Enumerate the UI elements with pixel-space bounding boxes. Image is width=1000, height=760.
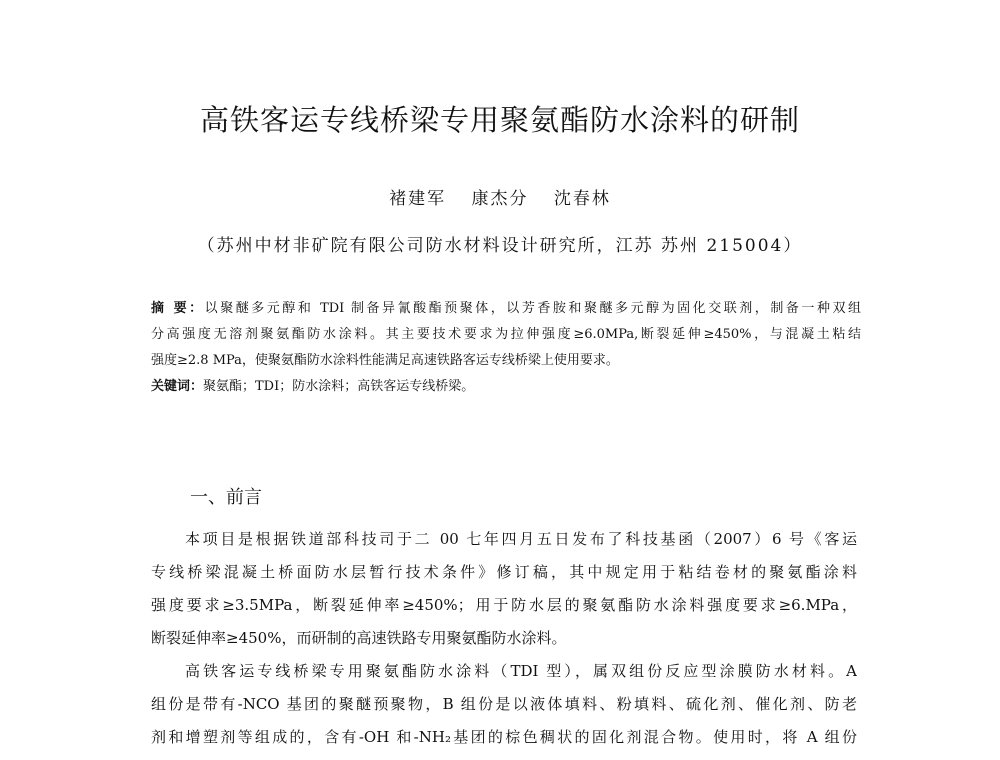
author-name: 褚建军 bbox=[389, 189, 447, 209]
affiliation: （苏州中材非矿院有限公司防水材料设计研究所，江苏 苏州 215004） bbox=[197, 236, 803, 256]
abstract-text: 以聚醚多元醇和 TDI 制备异氰酸酯预聚体，以芳香胺和聚醚多元醇为固化交联剂，制备一种双组 bbox=[204, 301, 861, 316]
keywords-text: 聚氨酯；TDI；防水涂料；高铁客运专线桥梁。 bbox=[203, 379, 475, 394]
keywords-line bbox=[151, 374, 861, 400]
abstract-label: 摘 要： bbox=[151, 301, 205, 316]
body-line: 剂和增塑剂等组成的，含有-OH 和-NH₂基团的棕色稠状的固化剂混合物。使用时，将 A 组份 bbox=[151, 728, 857, 746]
body-line: 组份是带有-NCO 基团的聚醚预聚物，B 组份是以液体填料、粉填料、硫化剂、催化剂、防老 bbox=[151, 695, 857, 713]
body-line: 高铁客运专线桥梁专用聚氨酯防水涂料（TDI 型），属双组份反应型涂膜防水材料。A bbox=[185, 662, 857, 680]
author-list bbox=[0, 184, 1000, 209]
body-line: 断裂延伸率≥450%，而研制的高速铁路专用聚氨酯防水涂料。 bbox=[151, 629, 567, 647]
author-name: 康杰分 bbox=[471, 189, 529, 209]
section-heading: 一、前言 bbox=[190, 487, 262, 508]
abstract-line bbox=[151, 296, 861, 322]
abstract-line: 分高强度无溶剂聚氨酯防水涂料。其主要技术要求为拉伸强度≥6.0MPa,断裂延伸≥450%，与混凝土粘结 bbox=[151, 327, 861, 342]
paper-title: 高铁客运专线桥梁专用聚氨酯防水涂料的研制 bbox=[199, 103, 800, 137]
body-line: 专线桥梁混凝土桥面防水层暂行技术条件》修订稿，其中规定用于粘结卷材的聚氨酯涂料 bbox=[151, 563, 857, 581]
keywords-label: 关键词： bbox=[151, 379, 204, 394]
body-line: 本项目是根据铁道部科技司于二 00 七年四月五日发布了科技基函（2007）6 号《客运 bbox=[185, 530, 857, 548]
abstract-block bbox=[151, 296, 861, 400]
author-name: 沈春林 bbox=[553, 189, 611, 209]
body-text bbox=[151, 523, 857, 754]
body-line: 强度要求≥3.5MPa，断裂延伸率≥450%；用于防水层的聚氨酯防水涂料强度要求≥6.MPa， bbox=[151, 596, 857, 614]
abstract-line: 强度≥2.8 MPa，使聚氨酯防水涂料性能满足高速铁路客运专线桥梁上使用要求。 bbox=[151, 353, 619, 368]
